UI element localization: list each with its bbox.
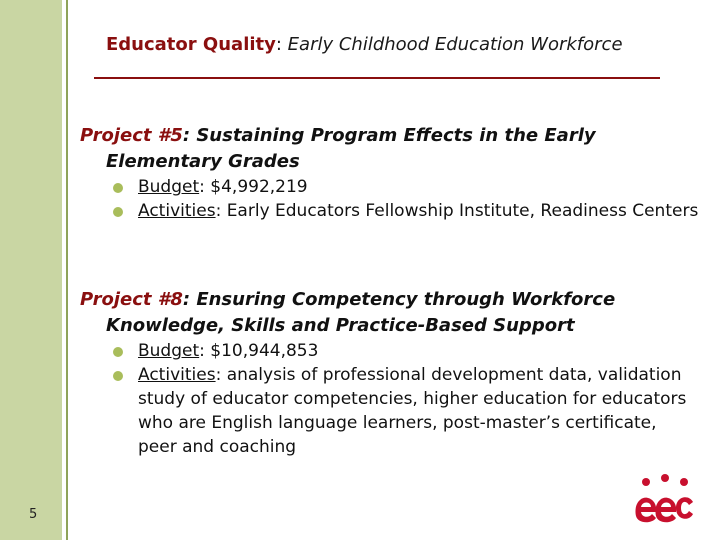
bullet-key: Budget (138, 341, 200, 361)
project-title-text: : Ensuring Competency through Workforce Knowledge, Skills and Practice-Based Support (106, 289, 616, 336)
header-sep: : (275, 34, 288, 55)
bullet-text: : analysis of professional development data, validation study of educator competencies, higher education for educators who are English language learners, post-master’s certificate, peer and coaching (138, 365, 687, 457)
bullet-text: : $10,944,853 (199, 341, 319, 361)
bullet-key: Activities (138, 365, 216, 385)
project-number: Project #5 (80, 125, 183, 146)
bullet-activities (80, 363, 700, 459)
project-title (80, 123, 700, 175)
bullet-dot-icon (113, 371, 123, 381)
side-divider (66, 0, 68, 540)
page-number: 5 (29, 507, 38, 522)
bullet-dot-icon (113, 347, 123, 357)
eec-logo-icon (632, 472, 696, 524)
bullet-text: : Early Educators Fellowship Institute, Readiness Centers (215, 201, 699, 221)
project-5 (80, 123, 700, 223)
project-title (80, 287, 700, 339)
header-rule (94, 77, 660, 79)
bullet-key: Activities (138, 201, 216, 221)
bullet-text: : $4,992,219 (199, 177, 308, 197)
bullet-key: Budget (138, 177, 200, 197)
header-bold: Educator Quality (106, 34, 276, 55)
bullet-dot-icon (113, 183, 123, 193)
bullet-budget (80, 339, 700, 363)
side-band (0, 0, 62, 540)
bullet-dot-icon (113, 207, 123, 217)
bullet-budget (80, 175, 700, 199)
project-8 (80, 287, 700, 459)
project-title-text: : Sustaining Program Effects in the Early Elementary Grades (106, 125, 596, 172)
header-italic: Early Childhood Education Workforce (287, 34, 623, 55)
bullet-activities (80, 199, 700, 223)
slide-header (106, 34, 696, 55)
project-number: Project #8 (80, 289, 183, 310)
